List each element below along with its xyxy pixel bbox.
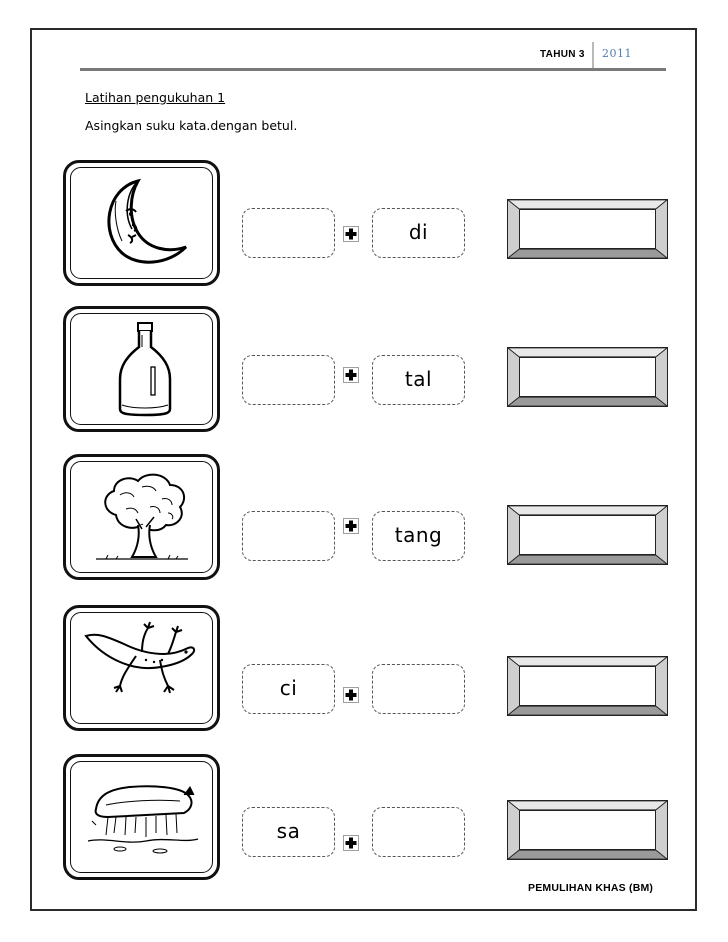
- tree-picture: [76, 465, 207, 569]
- syllable-box-1a[interactable]: [242, 208, 335, 258]
- stone-picture: [76, 765, 207, 869]
- header-year-label: TAHUN 3: [540, 49, 585, 60]
- exercise-title: Latihan pengukuhan 1: [85, 90, 226, 105]
- syllable-box-4b[interactable]: [372, 664, 465, 714]
- answer-box-1[interactable]: [507, 199, 668, 259]
- plus-icon: [343, 518, 359, 534]
- plus-icon: [343, 226, 359, 242]
- syllable-box-3a[interactable]: [242, 511, 335, 561]
- lizard-picture-frame: [63, 605, 220, 731]
- lizard-picture: [76, 616, 207, 720]
- tree-picture-frame: [63, 454, 220, 580]
- syllable-text-5a: sa: [276, 819, 301, 843]
- plus-icon: [343, 687, 359, 703]
- plus-icon: [343, 835, 359, 851]
- answer-box-2[interactable]: [507, 347, 668, 407]
- plus-icon: [343, 367, 359, 383]
- header-year: 2011: [602, 47, 632, 60]
- header-rule: [80, 68, 666, 71]
- moon-picture-frame: [63, 160, 220, 286]
- syllable-text-3b: tang: [394, 523, 443, 547]
- answer-box-4[interactable]: [507, 656, 668, 716]
- syllable-box-5b[interactable]: [372, 807, 465, 857]
- syllable-box-2a[interactable]: [242, 355, 335, 405]
- footer-label: PEMULIHAN KHAS (BM): [528, 882, 654, 894]
- answer-box-3[interactable]: [507, 505, 668, 565]
- stone-picture-frame: [63, 754, 220, 880]
- header-divider: [592, 42, 594, 70]
- answer-box-5[interactable]: [507, 800, 668, 860]
- bottle-picture: [76, 317, 207, 421]
- exercise-instruction: Asingkan suku kata.dengan betul.: [85, 118, 298, 133]
- syllable-text-1b: di: [408, 220, 429, 244]
- syllable-text-4a: ci: [279, 676, 298, 700]
- bottle-picture-frame: [63, 306, 220, 432]
- syllable-text-2b: tal: [404, 367, 433, 391]
- moon-picture: [76, 171, 207, 275]
